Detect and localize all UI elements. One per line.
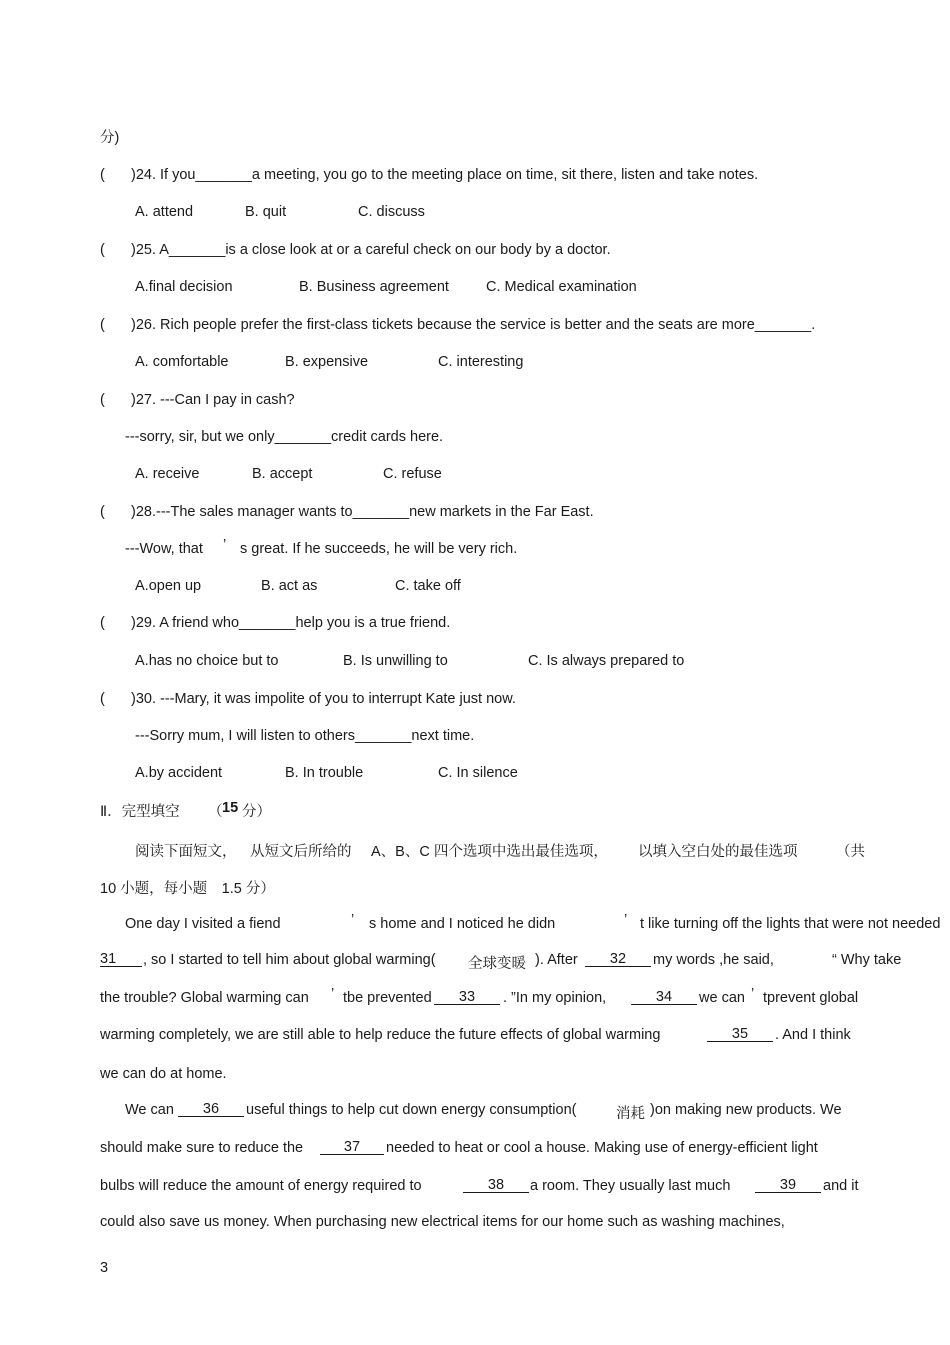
apostrophe: ’ bbox=[331, 986, 335, 1002]
passage-text: We can bbox=[125, 1102, 174, 1118]
passage-text: we can bbox=[699, 990, 745, 1006]
passage-text: needed to heat or cool a house. Making use of energy-efficient light bbox=[386, 1140, 818, 1156]
passage-text: should make sure to reduce the bbox=[100, 1140, 304, 1156]
option-b: B. expensive bbox=[285, 354, 369, 370]
passage-text: the trouble? Global warming can bbox=[100, 990, 309, 1006]
option-a: A. comfortable bbox=[135, 354, 229, 370]
passage-text: could also save us money. When purchasing new electrical items for our home such as washing machines, bbox=[100, 1214, 785, 1230]
question-text: )27. ---Can I pay in cash? bbox=[131, 392, 295, 408]
instruction-part: 以填入空白处的最佳选项 bbox=[638, 844, 798, 860]
dialogue-reply: ---Sorry mum, I will listen to others_______next time. bbox=[135, 728, 475, 744]
answer-paren[interactable]: ( bbox=[100, 691, 105, 707]
answer-paren[interactable]: ( bbox=[100, 615, 105, 631]
option-a: A. receive bbox=[135, 466, 200, 482]
question-text: )26. Rich people prefer the first-class tickets because the service is better and the seats are more_______. bbox=[131, 317, 816, 333]
apostrophe: ’ bbox=[751, 986, 755, 1002]
chinese-gloss: 消耗 bbox=[616, 1106, 645, 1122]
option-b: B. accept bbox=[252, 466, 313, 482]
option-c: C. refuse bbox=[383, 466, 442, 482]
question-text: )28.---The sales manager wants to_______new markets in the Far East. bbox=[131, 504, 594, 520]
blank-39[interactable]: 39 bbox=[755, 1178, 821, 1193]
blank-31[interactable]: 31 bbox=[100, 952, 142, 967]
passage-text: )on making new products. We bbox=[650, 1102, 842, 1118]
instruction-part: 阅读下面短文， bbox=[135, 844, 237, 860]
option-a: A.final decision bbox=[135, 279, 233, 295]
blank-36[interactable]: 36 bbox=[178, 1102, 244, 1117]
passage-text: “ Why take bbox=[832, 952, 902, 968]
option-a: A.by accident bbox=[135, 765, 223, 781]
option-b: B. quit bbox=[245, 204, 287, 220]
blank-38[interactable]: 38 bbox=[463, 1178, 529, 1193]
option-a: A.has no choice but to bbox=[135, 653, 279, 669]
instruction-part: 从短文后所给的 bbox=[250, 844, 352, 860]
apostrophe: ’ bbox=[624, 912, 628, 928]
dialogue-reply-end: s great. If he succeeds, he will be very rich. bbox=[240, 541, 518, 557]
passage-text: , so I started to tell him about global warming( bbox=[143, 952, 436, 968]
dialogue-reply: ---sorry, sir, but we only_______credit cards here. bbox=[125, 429, 444, 445]
score-open: （ bbox=[208, 804, 223, 820]
passage-text: t like turning off the lights that were not needed bbox=[640, 916, 941, 932]
option-b: B. Is unwilling to bbox=[343, 653, 448, 669]
passage-text: . ”In my opinion, bbox=[503, 990, 607, 1006]
passage-text: warming completely, we are still able to help reduce the future effects of global warming bbox=[100, 1027, 661, 1043]
chinese-gloss: 全球变暖 bbox=[468, 956, 526, 972]
instruction-part: （共 bbox=[836, 844, 865, 860]
blank-35[interactable]: 35 bbox=[707, 1027, 773, 1042]
option-b: B. In trouble bbox=[285, 765, 364, 781]
passage-text: a room. They usually last much bbox=[530, 1178, 731, 1194]
section-score: 15 bbox=[222, 800, 239, 816]
passage-text: we can do at home. bbox=[100, 1066, 227, 1082]
passage-text: . And I think bbox=[775, 1027, 851, 1043]
question-text: )30. ---Mary, it was impolite of you to interrupt Kate just now. bbox=[131, 691, 516, 707]
apostrophe: ’ bbox=[223, 537, 227, 553]
passage-text: tbe prevented bbox=[343, 990, 432, 1006]
instruction-part: A、B、C 四个选项中选出最佳选项， bbox=[371, 844, 608, 860]
header-fragment: 分) bbox=[100, 130, 120, 146]
answer-paren[interactable]: ( bbox=[100, 504, 105, 520]
passage-text: and it bbox=[823, 1178, 859, 1194]
passage-text: useful things to help cut down energy consumption( bbox=[246, 1102, 577, 1118]
instruction-line-2: 10 小题，每小题 1.5 分） bbox=[100, 881, 275, 897]
option-c: C. take off bbox=[395, 578, 461, 594]
question-text: )24. If you_______a meeting, you go to the meeting place on time, sit there, listen and take notes. bbox=[131, 167, 759, 183]
passage-text: tprevent global bbox=[763, 990, 859, 1006]
passage-text: my words ,he said, bbox=[653, 952, 774, 968]
answer-paren[interactable]: ( bbox=[100, 167, 105, 183]
option-c: C. Is always prepared to bbox=[528, 653, 685, 669]
blank-32[interactable]: 32 bbox=[585, 952, 651, 967]
page-number: 3 bbox=[100, 1260, 109, 1276]
option-a: A. attend bbox=[135, 204, 194, 220]
option-b: B. Business agreement bbox=[299, 279, 449, 295]
apostrophe: ’ bbox=[351, 912, 355, 928]
score-close: 分） bbox=[242, 804, 271, 820]
option-c: C. In silence bbox=[438, 765, 518, 781]
question-text: )25. A_______is a close look at or a careful check on our body by a doctor. bbox=[131, 242, 611, 258]
answer-paren[interactable]: ( bbox=[100, 317, 105, 333]
passage-text: s home and I noticed he didn bbox=[369, 916, 556, 932]
blank-33[interactable]: 33 bbox=[434, 990, 500, 1005]
blank-34[interactable]: 34 bbox=[631, 990, 697, 1005]
option-c: C. discuss bbox=[358, 204, 425, 220]
section-title: Ⅱ．完型填空 bbox=[100, 804, 180, 820]
answer-paren[interactable]: ( bbox=[100, 392, 105, 408]
option-b: B. act as bbox=[261, 578, 318, 594]
option-c: C. interesting bbox=[438, 354, 524, 370]
option-c: C. Medical examination bbox=[486, 279, 637, 295]
passage-text: ). After bbox=[535, 952, 578, 968]
dialogue-reply-start: ---Wow, that bbox=[125, 541, 203, 557]
passage-text: bulbs will reduce the amount of energy required to bbox=[100, 1178, 422, 1194]
blank-37[interactable]: 37 bbox=[320, 1140, 384, 1155]
option-a: A.open up bbox=[135, 578, 202, 594]
question-text: )29. A friend who_______help you is a true friend. bbox=[131, 615, 451, 631]
passage-text: One day I visited a fiend bbox=[125, 916, 281, 932]
answer-paren[interactable]: ( bbox=[100, 242, 105, 258]
